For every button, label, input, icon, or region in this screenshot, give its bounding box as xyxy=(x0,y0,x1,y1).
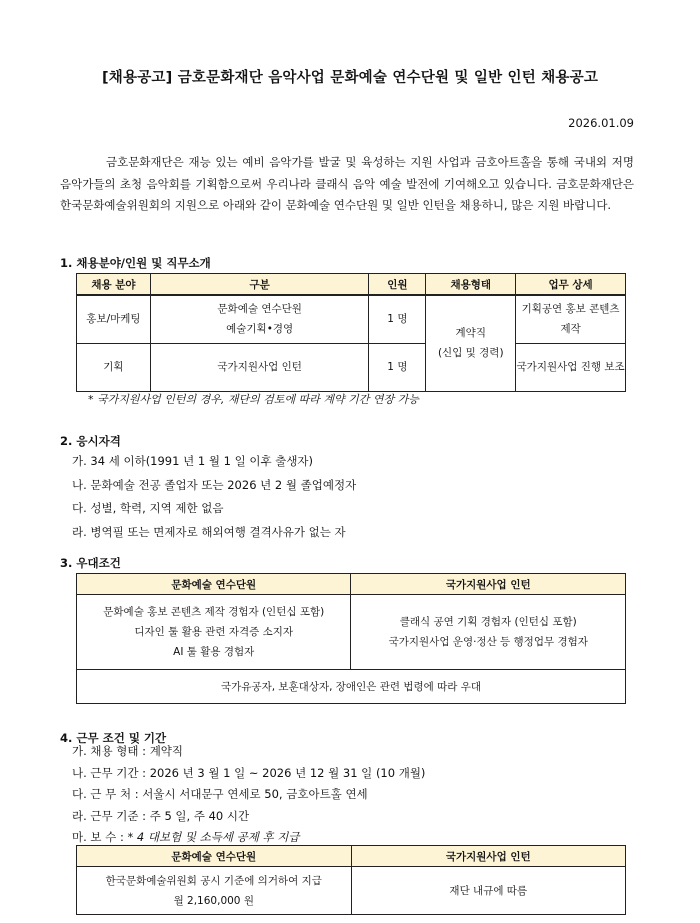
trainee-preferences xyxy=(77,595,351,670)
list-item: 라. 병역필 또는 면제자로 해외여행 결격사유가 없는 자 xyxy=(72,524,346,539)
list-item: AI 툴 활용 경험자 xyxy=(173,646,255,658)
recruitment-table xyxy=(76,273,626,392)
pay-table xyxy=(76,845,626,915)
work-conditions-list xyxy=(72,741,425,849)
list-item: 디자인 툴 활용 관련 자격증 소지자 xyxy=(134,626,294,638)
intro-paragraph xyxy=(60,152,634,217)
list-item: 나. 문화예술 전공 졸업자 또는 2026 년 2 월 졸업예정자 xyxy=(72,477,357,492)
recruitment-table-header xyxy=(77,274,626,296)
row-count: 1 명 xyxy=(369,343,426,391)
employment-type-line: 계약직 xyxy=(455,327,486,340)
row-type-line: 문화예술 연수단원 xyxy=(217,303,302,316)
list-item: 라. 근무 기준 : 주 5 일, 주 40 시간 xyxy=(72,808,250,823)
intern-preferences xyxy=(351,595,626,670)
pay-line: 한국문화예술위원회 공시 기준에 의거하여 지급 xyxy=(105,874,322,887)
row-type-line: 예술기획•경영 xyxy=(226,323,294,336)
list-item: 문화예술 홍보 콘텐츠 제작 경험자 (인턴십 포함) xyxy=(103,606,325,618)
row-duty: 국가지원사업 진행 보조 xyxy=(516,343,626,391)
pay-label: 마. 보 수 : xyxy=(72,830,124,844)
list-item: 가. 34 세 이하(1991 년 1 월 1 일 이후 출생자) xyxy=(72,454,314,468)
row-count: 1 명 xyxy=(369,295,426,343)
trainee-pay xyxy=(77,867,352,915)
employment-type-line: (신입 및 경력) xyxy=(437,347,504,360)
list-item: 클래식 공연 기획 경험자 (인턴십 포함) xyxy=(399,616,577,628)
table-row xyxy=(77,867,626,915)
preference-table-header xyxy=(77,574,626,595)
header-intern: 국가지원사업 인턴 xyxy=(351,846,625,867)
employment-type-cell xyxy=(426,295,516,391)
header-duty: 업무 상세 xyxy=(516,274,626,296)
pay-table-header xyxy=(77,846,626,867)
common-preference: 국가유공자, 보훈대상자, 장애인은 관련 법령에 따라 우대 xyxy=(77,670,626,704)
preference-table xyxy=(76,573,626,704)
posting-date: 2026.01.09 xyxy=(568,116,634,130)
list-item: 다. 성별, 학력, 지역 제한 없음 xyxy=(72,501,224,515)
row-duty: 기획공연 홍보 콘텐츠 제작 xyxy=(516,295,626,343)
row-field: 기획 xyxy=(77,343,151,391)
header-trainee: 문화예술 연수단원 xyxy=(77,846,352,867)
header-trainee: 문화예술 연수단원 xyxy=(77,574,351,595)
list-item: 다. 근 무 처 : 서울시 서대문구 연세로 50, 금호아트홀 연세 xyxy=(72,787,368,801)
row-field: 홍보/마케팅 xyxy=(77,295,151,343)
section3-heading: 3. 우대조건 xyxy=(60,556,121,570)
list-item: 가. 채용 형태 : 계약직 xyxy=(72,744,184,758)
table-row xyxy=(77,595,626,670)
header-employment: 채용형태 xyxy=(426,274,516,296)
qualification-list xyxy=(72,450,356,544)
row-type: 국가지원사업 인턴 xyxy=(150,343,369,391)
header-intern: 국가지원사업 인턴 xyxy=(351,574,626,595)
pay-line: 월 2,160,000 원 xyxy=(173,894,254,907)
row-type xyxy=(150,295,369,343)
header-count: 인원 xyxy=(369,274,426,296)
pay-note: * 4 대보험 및 소득세 공제 후 지급 xyxy=(127,830,300,844)
section2-heading: 2. 응시자격 xyxy=(60,434,121,448)
list-item: 국가지원사업 운영·정산 등 행정업무 경험자 xyxy=(388,636,588,648)
section1-heading: 1. 채용분야/인원 및 직무소개 xyxy=(60,256,211,270)
page-title: [채용공고] 금호문화재단 음악사업 문화예술 연수단원 및 일반 인턴 채용공고 xyxy=(101,70,599,86)
table-row xyxy=(77,295,626,343)
table-row xyxy=(77,670,626,704)
section4-heading: 4. 근무 조건 및 기간 xyxy=(60,731,167,745)
contract-note: * 국가지원사업 인턴의 경우, 재단의 검토에 따라 계약 기간 연장 가능 xyxy=(88,393,419,406)
list-item: 나. 근무 기간 : 2026 년 3 월 1 일 ~ 2026 년 12 월 31 일 (10 개월) xyxy=(72,765,426,780)
header-type: 구분 xyxy=(150,274,369,296)
table-row xyxy=(77,343,626,391)
header-field: 채용 분야 xyxy=(77,274,151,296)
intern-pay: 재단 내규에 따름 xyxy=(351,867,625,915)
intro-text: 금호문화재단은 재능 있는 예비 음악가를 발굴 및 육성하는 지원 사업과 금호아트홀을 통해 국내외 저명 음악가들의 초청 음악회를 기획함으로써 우리나라 클래식 음악 예술 발전에 기여해오고 있습니다. 금호문화재단은 한국문화예술위원회의 지원으로 아래와 같이 문화예술 연수단원 및 일반 인턴을 채용하니, 많은 지원 바랍니다. xyxy=(60,155,634,212)
